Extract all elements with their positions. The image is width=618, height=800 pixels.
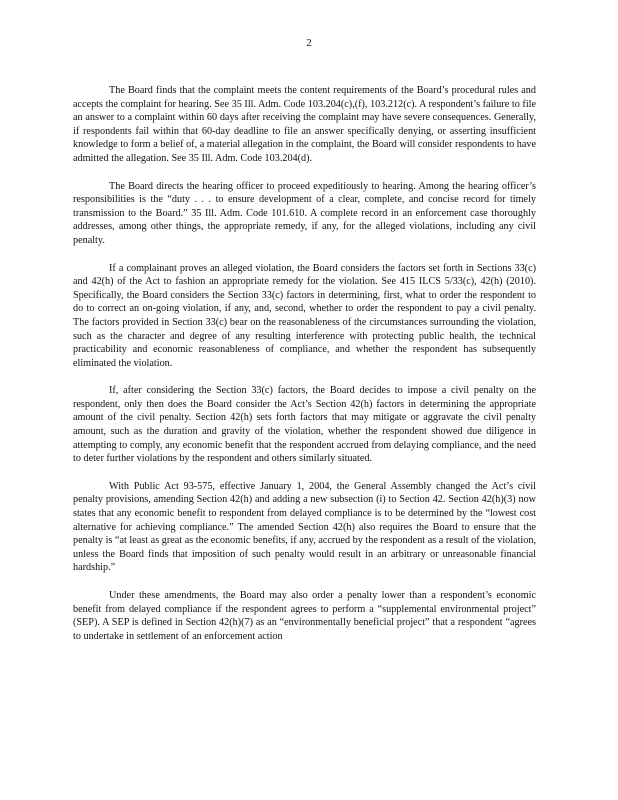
body-text — [73, 84, 536, 657]
page-number: 2 — [306, 37, 312, 49]
paragraph-sep: Under these amendments, the Board may also order a penalty lower than a respondent’s economic benefit from delayed compliance if the respondent agrees to perform a “supplemental environmental project” (SEP). A SEP is defined in Section 42(h)(7) as an “environmentally beneficial project” that a respondent “agrees to undertake in settlement of an enforcement action — [73, 590, 536, 642]
paragraph-civil-penalty: If, after considering the Section 33(c) factors, the Board decides to impose a civil penalty on the respondent, only then does the Board consider the Act’s Section 42(h) factors in determining the appropriate amount of the civil penalty. Section 42(h) sets forth factors that may mitigate or aggravate the civil penalty amount, such as the duration and gravity of the violation, whether the respondent showed due diligence in attempting to comply, any economic benefit that the respondent accrued from delaying compliance, and the need to deter further violations by the respondent and others similarly situated. — [73, 385, 536, 465]
paragraph-remedy-factors: If a complainant proves an alleged violation, the Board considers the factors set forth in Sections 33(c) and 42(h) of the Act to fashion an appropriate remedy for the violation. See 415 ILCS 5/33(c), 42(h) (2010). Specifically, the Board considers the Section 33(c) factors in determining, first, what to order the respondent to do to correct an on-going violation, if any, and, second, whether to order the respondent to pay a civil penalty. The factors provided in Section 33(c) bear on the reasonableness of the circumstances surrounding the violation, such as the character and degree of any resulting interference with protecting public health, the technical practicability and economic reasonableness of compliance, and whether the respondent has subsequently eliminated the violation. — [73, 262, 536, 369]
paragraph-public-act: With Public Act 93-575, effective January 1, 2004, the General Assembly changed the Act’s civil penalty provisions, amending Section 42(h) and adding a new subsection (i) to Section 42. Section 42(h)(3) now states that any economic benefit to respondent from delayed compliance is to be determined by the “lowest cost alternative for achieving compliance.” The amended Section 42(h) also requires the Board to ensure that the penalty is “at least as great as the economic benefits, if any, accrued by the respondent as a result of the violation, unless the Board finds that imposition of such penalty would result in an arbitrary or unreasonable financial hardship.” — [73, 480, 536, 574]
paragraph-hearing-officer: The Board directs the hearing officer to proceed expeditiously to hearing. Among the hearing officer’s responsibilities is the “duty . . . to ensure development of a clear, complete, and concise record for timely transmission to the Board.” 35 Ill. Adm. Code 101.610. A complete record in an enforcement case thoroughly addresses, among other things, the appropriate remedy, if any, for the alleged violations, including any civil penalty. — [73, 180, 536, 246]
paragraph-complaint-acceptance: The Board finds that the complaint meets the content requirements of the Board’s procedural rules and accepts the complaint for hearing. See 35 Ill. Adm. Code 103.204(c),(f), 103.212(c). A respondent’s failure to file an answer to a complaint within 60 days after receiving the complaint may have severe consequences. Generally, if respondents fail within that 60-day deadline to file an answer specifically denying, or asserting insufficient knowledge to form a belief of, a material allegation in the complaint, the Board will consider respondents to have admitted the allegation. See 35 Ill. Adm. Code 103.204(d). — [73, 85, 536, 164]
